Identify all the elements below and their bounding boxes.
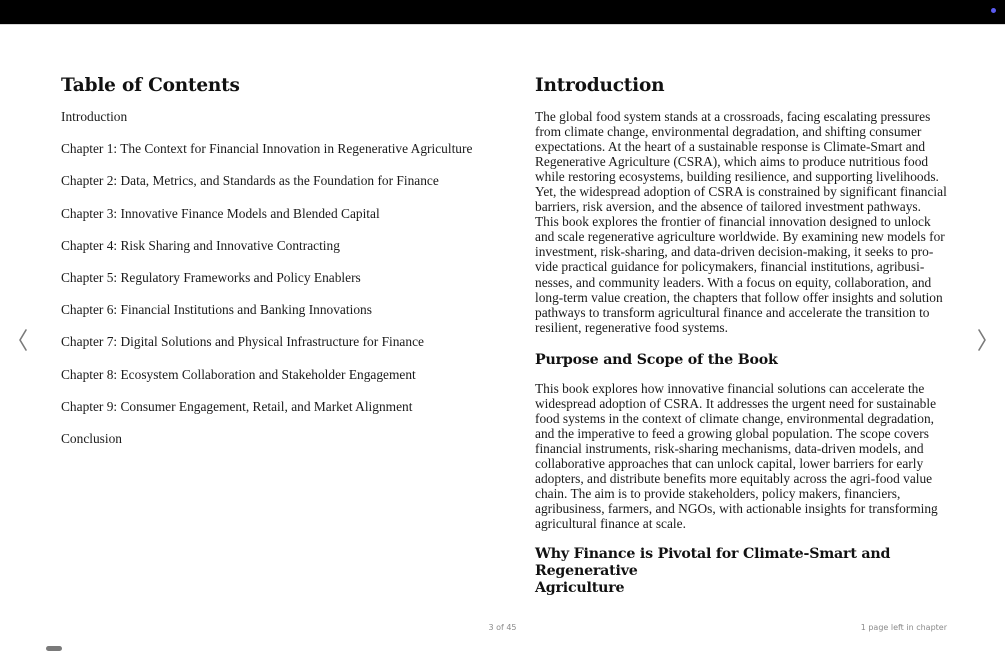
next-page-button[interactable]: [974, 326, 990, 354]
text-line: long-term value creation, the chapters that follow offer insights and solution: [535, 289, 943, 305]
chevron-left-icon: [18, 329, 28, 351]
toc-title: Table of Contents: [61, 75, 240, 96]
text-line: nesses, and community leaders. With a focus on equity, collaboration, and: [535, 274, 932, 290]
heading-line: Why Finance is Pivotal for Climate-Smart and Regenerative: [535, 546, 891, 580]
top-bar: [0, 0, 1005, 25]
text-line: expectations. At the heart of a sustainable response is Climate-Smart and: [535, 139, 926, 155]
text-line: adopters, and distribute benefits more equitably across the agri-food value: [535, 470, 933, 486]
intro-paragraph: [535, 109, 947, 335]
text-line: This book explores the frontier of financial innovation designed to unlock: [535, 214, 931, 230]
text-line: widespread adoption of CSRA. It addresses the urgent need for sustainable: [535, 395, 937, 411]
chapter-title: Introduction: [535, 75, 665, 96]
scroll-handle[interactable]: [46, 646, 62, 651]
text-line: and scale regenerative agriculture worldwide. By examining new models for: [535, 229, 945, 245]
toc-item-chapter-5[interactable]: Chapter 5: Regulatory Frameworks and Policy Enablers: [61, 269, 361, 285]
chapter-remaining-indicator: 1 page left in chapter: [860, 623, 947, 632]
text-line: pathways to transform agricultural finance and accelerate the transition to: [535, 304, 930, 320]
text-line: resilient, regenerative food systems.: [535, 319, 728, 335]
text-line: collaborative approaches that can unlock capital, lower barriers for early: [535, 455, 924, 471]
purpose-paragraph: [535, 381, 947, 531]
toc-item-chapter-1[interactable]: Chapter 1: The Context for Financial Innovation in Regenerative Agriculture: [61, 141, 473, 157]
text-line: investment, risk-sharing, and data-driven decision-making, it seeks to pro-: [535, 244, 934, 260]
toc-item-conclusion[interactable]: Conclusion: [61, 430, 123, 446]
toc-item-chapter-2[interactable]: Chapter 2: Data, Metrics, and Standards as the Foundation for Finance: [61, 173, 439, 189]
text-line: agribusiness, farmers, and NGOs, with actionable insights for transforming: [535, 501, 938, 517]
toc-item-chapter-9[interactable]: Chapter 9: Consumer Engagement, Retail, and Market Alignment: [61, 398, 413, 414]
toc-item-chapter-6[interactable]: Chapter 6: Financial Institutions and Banking Innovations: [61, 302, 372, 318]
right-page: [535, 74, 947, 609]
toc-item-introduction[interactable]: Introduction: [61, 109, 128, 124]
toc-item-chapter-4[interactable]: Chapter 4: Risk Sharing and Innovative Contracting: [61, 237, 340, 253]
text-line: and the imperative to feed a growing global population. The scope covers: [535, 425, 929, 441]
text-line: Yet, the widespread adoption of CSRA is constrained by significant financial: [535, 184, 947, 200]
heading-line: Agriculture: [535, 580, 625, 597]
text-line: This book explores how innovative financial solutions can accelerate the: [535, 380, 925, 396]
section-heading-why-finance: [535, 546, 947, 597]
toc-item-chapter-7[interactable]: Chapter 7: Digital Solutions and Physical Infrastructure for Finance: [61, 334, 424, 350]
text-line: chain. The aim is to provide stakeholders, policy makers, financiers,: [535, 486, 901, 502]
text-line: barriers, risk aversion, and the absence of tailored investment pathways.: [535, 199, 921, 215]
text-line: food systems in the context of climate change, environmental degradation,: [535, 410, 934, 426]
chevron-right-icon: [977, 329, 987, 351]
previous-page-button[interactable]: [15, 326, 31, 354]
text-line: The global food system stands at a crossroads, facing escalating pressures: [535, 109, 931, 124]
text-line: vide practical guidance for policymakers, financial institutions, agribusi-: [535, 259, 925, 275]
table-of-contents: [61, 109, 481, 447]
toc-item-chapter-3[interactable]: Chapter 3: Innovative Finance Models and Blended Capital: [61, 205, 380, 221]
text-line: while restoring ecosystems, building resilience, and supporting livelihoods.: [535, 169, 939, 185]
text-line: Regenerative Agriculture (CSRA), which aims to produce nutritious food: [535, 154, 929, 170]
toc-item-chapter-8[interactable]: Chapter 8: Ecosystem Collaboration and Stakeholder Engagement: [61, 366, 416, 382]
text-line: agricultural finance at scale.: [535, 516, 686, 532]
section-heading-purpose: Purpose and Scope of the Book: [535, 351, 778, 368]
status-indicator-icon: [991, 8, 996, 13]
left-page: [61, 74, 481, 463]
text-line: from climate change, environmental degradation, and shifting consumer: [535, 124, 922, 140]
page-indicator: 3 of 45: [488, 623, 517, 632]
text-line: financial instruments, risk-sharing mechanisms, data-driven models, and: [535, 440, 924, 456]
